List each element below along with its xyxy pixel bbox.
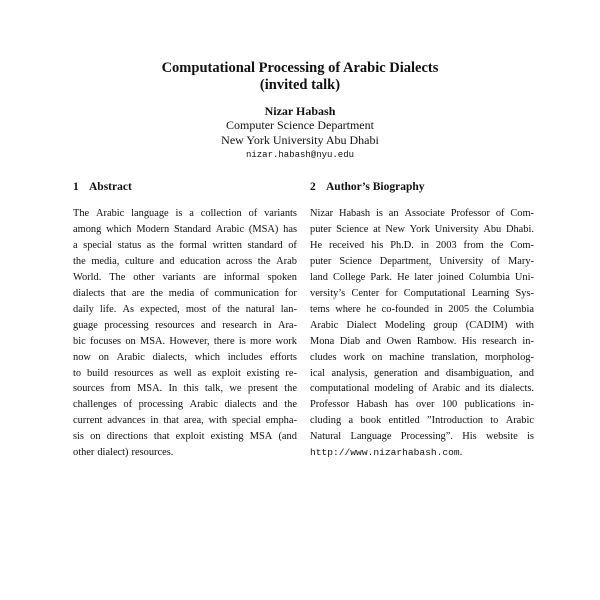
section-number: 2: [310, 181, 316, 193]
paper-title: Computational Processing of Arabic Dialects: [161, 60, 439, 76]
text-line: cludes work on machine translation, morpholog-: [310, 351, 534, 363]
section-title: Abstract: [89, 181, 132, 193]
text-line: puter Science Department, University of Mary-: [310, 255, 534, 267]
text-line: dialects that are the media of communication for: [73, 287, 297, 299]
biography-section: [310, 180, 534, 461]
section-title: Author’s Biography: [326, 181, 425, 193]
text-line: Mona Diab and Owen Rambow. His research in-: [310, 335, 534, 347]
paper-subtitle: (invited talk): [259, 77, 341, 93]
text-line: puter Science at New York University Abu Dhabi.: [310, 223, 534, 235]
text-line: He received his Ph.D. in 2003 from the Com-: [310, 239, 534, 251]
text-line: bic focuses on MSA. However, there is more work: [73, 335, 297, 347]
text-line: among which Modern Standard Arabic (MSA) has: [73, 223, 297, 235]
text-line: Arabic Dialect Modeling group (CADIM) with: [310, 319, 534, 331]
text-line: Natural Language Processing”. His website is: [310, 431, 534, 443]
text-line: daily life. As expected, most of the natural lan-: [73, 303, 297, 315]
abstract-heading: [73, 180, 297, 194]
text-line: the media, culture and education across the Arab: [73, 255, 297, 267]
text-line: Professor Habash has over 100 publications in-: [310, 399, 534, 411]
text-line: now on Arabic dialects, which includes efforts: [73, 351, 297, 363]
section-number: 1: [73, 181, 79, 193]
author-name: Nizar Habash: [264, 104, 336, 118]
text-line: land College Park. He later joined Columbia Uni-: [310, 271, 534, 283]
author-department: Computer Science Department: [226, 118, 374, 132]
text-line: ical analysis, generation and disambiguation, and: [310, 367, 534, 379]
biography-heading: [310, 180, 534, 194]
text-line: sources from MSA. In this talk, we present the: [73, 383, 297, 395]
abstract-section: [73, 180, 297, 461]
text-line: a special status as the formal written standard of: [73, 239, 297, 251]
text-line: to build resources as well as exploit existing re-: [73, 367, 297, 379]
website-line: [310, 445, 534, 461]
text-line: sis on directions that exploit existing MSA (and: [73, 431, 297, 443]
author-website-link[interactable]: http://www.nizarhabash.com: [310, 447, 460, 459]
text-line: current advances in that area, with special empha-: [73, 415, 297, 427]
text-line: other dialect) resources.: [73, 447, 174, 459]
text-line: computational modeling of Arabic and its dialects.: [310, 383, 534, 395]
text-line: World. The other variants are informal spoken: [73, 271, 297, 283]
author-university: New York University Abu Dhabi: [221, 133, 379, 147]
text-line: The Arabic language is a collection of variants: [73, 208, 297, 219]
author-email[interactable]: nizar.habash@nyu.edu: [245, 150, 355, 160]
text-line: challenges of processing Arabic dialects and the: [73, 399, 297, 411]
biography-body: [310, 206, 534, 445]
website-suffix: .: [459, 447, 463, 459]
text-line: versity’s Center for Computational Learning Sys-: [310, 287, 534, 299]
text-line: tems where he co-founded in 2005 the Columbia: [310, 303, 534, 315]
abstract-body: [73, 206, 297, 461]
text-line: guage processing resources and research in Ara-: [73, 319, 297, 331]
text-line: cluding a book entitled ”Introduction to Arabic: [310, 415, 534, 427]
text-line: Nizar Habash is an Associate Professor of Com-: [310, 208, 534, 219]
